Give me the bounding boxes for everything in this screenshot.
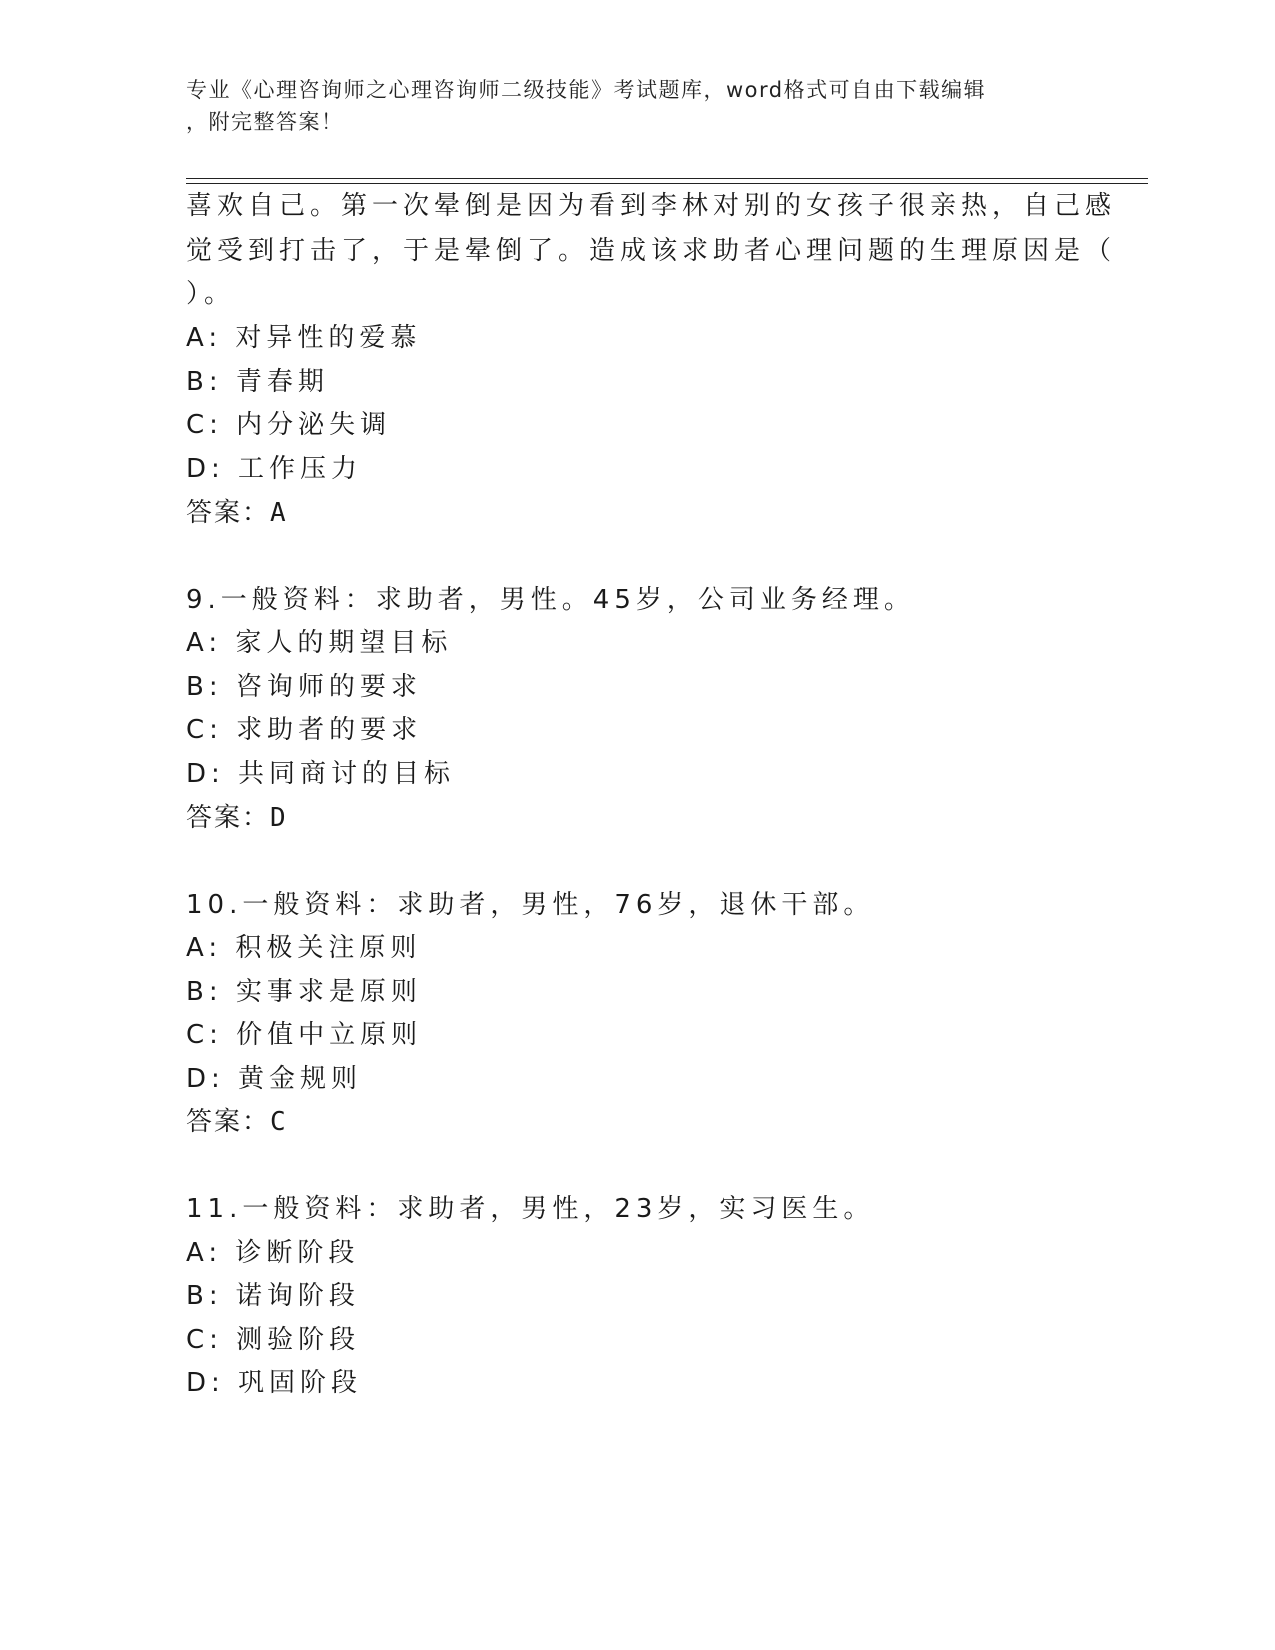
question-9-option-c: C: 求助者的要求 [186,715,423,745]
intro-answer [186,495,288,531]
answer-label: 答案： [186,1107,271,1137]
header-title-line-2: ，附完整答案！ [186,110,344,134]
header-divider-thin [186,183,1148,184]
question-11-option-b: B: 诺询阶段 [186,1281,360,1311]
intro-option-a: A: 对异性的爱慕 [186,323,422,353]
question-11-option-a: A: 诊断阶段 [186,1238,360,1268]
question-10-option-b: B: 实事求是原则 [186,977,422,1007]
header-divider [186,178,1148,179]
answer-label: 答案： [186,498,271,528]
question-9-option-b: B: 咨询师的要求 [186,672,422,702]
intro-line-1: 喜欢自己。第一次晕倒是因为看到李林对别的女孩子很亲热，自己感 [186,191,1117,221]
intro-option-c: C: 内分泌失调 [186,410,392,440]
header-title-line-1: 专业《心理咨询师之心理咨询师二级技能》考试题库，word格式可自由下载编辑 [186,78,987,102]
question-9-answer [186,800,288,836]
answer-label: 答案： [186,803,271,833]
intro-line-2: 觉受到打击了，于是晕倒了。造成该求助者心理问题的生理原因是（ [186,236,1117,266]
question-11-option-c: C: 测验阶段 [186,1325,361,1355]
question-10-option-a: A: 积极关注原则 [186,933,422,963]
intro-line-3: ）。 [186,279,236,309]
question-9-stem: 9.一般资料：求助者，男性。45岁，公司业务经理。 [186,585,915,615]
answer-value: A [270,498,288,528]
question-11-option-d: D: 巩固阶段 [186,1368,363,1398]
question-9-option-a: A: 家人的期望目标 [186,628,453,658]
question-10-answer [186,1104,288,1140]
page-header [186,74,1066,138]
question-10-stem: 10.一般资料：求助者，男性，76岁，退休干部。 [186,890,875,920]
question-10-option-c: C: 价值中立原则 [186,1020,423,1050]
question-11-stem: 11.一般资料：求助者，男性，23岁，实习医生。 [186,1194,875,1224]
question-10-option-d: D: 黄金规则 [186,1064,363,1094]
question-9-option-d: D: 共同商讨的目标 [186,759,456,789]
intro-option-d: D: 工作压力 [186,454,363,484]
intro-option-b: B: 青春期 [186,367,329,397]
answer-value: C [270,1107,288,1137]
answer-value: D [270,803,288,833]
